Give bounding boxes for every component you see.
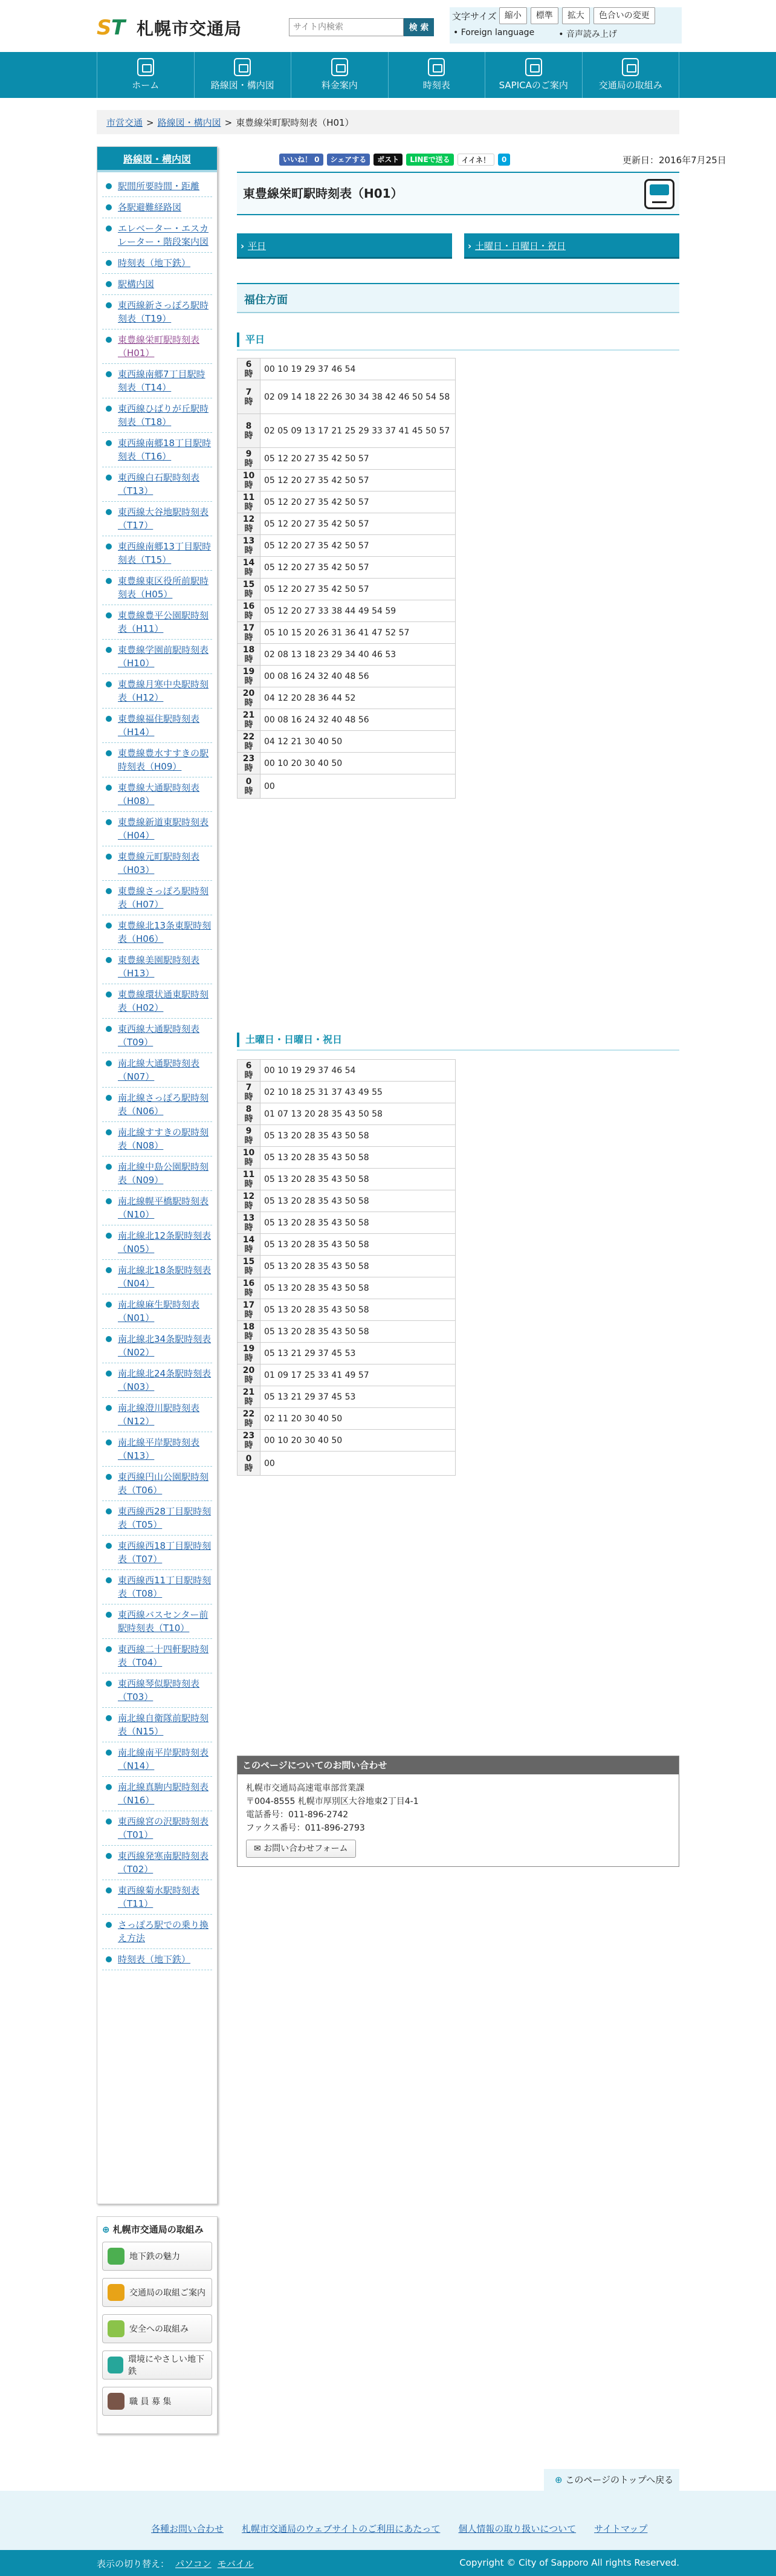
global-nav [0,52,776,98]
timetable-row [238,1408,456,1430]
minutes-cell: 05 13 20 28 35 43 50 58 [260,1169,456,1190]
minutes-cell: 05 13 20 28 35 43 50 58 [260,1190,456,1212]
timetable-row [238,1430,456,1452]
copyright: Copyright © City of Sapporo All rights Reserved. [459,2557,679,2568]
sidebar-item[interactable]: さっぽろ駅での乗り換え方法 [102,1915,212,1949]
hour-cell: 12 時 [238,1190,260,1212]
minutes-cell: 05 13 20 28 35 43 50 58 [260,1147,456,1169]
sidebar-item[interactable]: 東西線大通駅時刻表（T09） [102,1019,212,1053]
hour-cell: 9 時 [238,1125,260,1147]
sidebar-item[interactable]: 時刻表（地下鉄） [102,1949,212,1970]
minutes-cell: 05 13 20 28 35 43 50 58 [260,1212,456,1234]
nav-initiatives[interactable]: 交通局の取組み [582,52,680,98]
banner-initiatives[interactable]: 交通局の取組ご案内 [102,2278,212,2307]
timetable-row [238,644,456,666]
hour-cell: 8 時 [238,414,260,448]
timetable-row [238,753,456,774]
mobile-view-link[interactable]: モバイル [217,2558,254,2569]
facebook-share-button[interactable]: シェアする [327,154,370,166]
timetable-row [238,448,456,470]
minutes-cell: 01 09 17 25 33 41 49 57 [260,1364,456,1386]
subway-train-icon [644,179,674,209]
timetable-row [238,1060,456,1082]
hour-cell: 7 時 [238,1082,260,1103]
sidebar-initiatives-title: ⊕ 札幌市交通局の取組み [102,2223,212,2236]
sidebar-item[interactable]: 南北線すすきの駅時刻表（N08） [102,1122,212,1157]
timetable-row [238,513,456,535]
logo-icon [108,2284,124,2301]
hour-cell: 0 時 [238,1452,260,1476]
minutes-cell: 02 05 09 13 17 21 25 29 33 37 41 45 50 57 [260,414,456,448]
minutes-cell: 05 10 15 20 26 31 36 41 47 52 57 [260,622,456,644]
train-icon [234,58,251,76]
banner-recruit[interactable]: 職 員 募 集 [102,2387,212,2416]
minutes-cell: 00 10 19 29 37 46 54 [260,1060,456,1082]
sidebar-title[interactable]: 路線図・構内図 [97,147,217,172]
facebook-like-button[interactable]: いいね！ 0 [279,154,323,166]
hour-cell: 18 時 [238,1321,260,1343]
minutes-cell: 05 12 20 27 35 42 50 57 [260,448,456,470]
sidebar-item[interactable]: 南北線北34条駅時刻表（N02） [102,1329,212,1363]
minutes-cell: 01 07 13 20 28 35 43 50 58 [260,1103,456,1125]
sidebar-item[interactable]: 東西線宮の沢駅時刻表（T01） [102,1811,212,1846]
minutes-cell: 05 12 20 27 35 42 50 57 [260,579,456,600]
minutes-cell: 05 13 20 28 35 43 50 58 [260,1234,456,1256]
safety-icon [108,2320,124,2337]
hour-cell: 21 時 [238,709,260,731]
hour-cell: 10 時 [238,470,260,492]
hour-cell: 15 時 [238,1256,260,1277]
hour-cell: 21 時 [238,1386,260,1408]
sidebar-item[interactable]: 東豊線さっぽろ駅時刻表（H07） [102,881,212,915]
hour-cell: 12 時 [238,513,260,535]
sidebar [97,146,218,2204]
timetable-row [238,1125,456,1147]
sidebar-item[interactable]: 南北線真駒内駅時刻表（N16） [102,1777,212,1811]
sidebar-item[interactable]: 東豊線北13条東駅時刻表（H06） [102,915,212,950]
hour-cell: 19 時 [238,1343,260,1364]
hour-cell: 14 時 [238,557,260,579]
timetable-row [238,666,456,687]
clock-icon [428,58,445,76]
color-change-button[interactable]: 色合いの変更 [593,7,655,24]
mixi-check-button[interactable]: イイネ！ [458,154,494,166]
hour-cell: 18 時 [238,644,260,666]
sidebar-item[interactable]: 南北線北12条駅時刻表（N05） [102,1225,212,1260]
timetable-row [238,579,456,600]
sidebar-initiatives [97,2216,218,2434]
minutes-cell: 05 13 20 28 35 43 50 58 [260,1299,456,1321]
timetable-row [238,1299,456,1321]
sidebar-item[interactable]: 東西線二十四軒駅時刻表（T04） [102,1639,212,1673]
minutes-cell: 00 [260,774,456,799]
updated-date: 更新日：2016年7月25日 [622,155,726,166]
hour-cell: 17 時 [238,622,260,644]
timetable-row [238,1277,456,1299]
holiday-timetable [237,1059,456,1476]
page-title-box [237,172,679,215]
direction-heading-box [237,283,679,313]
sidebar-item[interactable]: 東豊線元町駅時刻表（H03） [102,846,212,881]
hour-cell: 7 時 [238,380,260,414]
nav-fares[interactable]: 料金案内 [291,52,388,98]
footer-link-inquiry[interactable]: 各種お問い合わせ [151,2523,224,2534]
ticket-icon [331,58,348,76]
sidebar-item[interactable]: 東西線ひばりが丘駅時刻表（T18） [102,398,212,433]
timetable-row [238,731,456,753]
minutes-cell: 00 08 16 24 32 40 48 56 [260,666,456,687]
breadcrumb-parent[interactable]: 路線図・構内図 [157,117,221,128]
sidebar-item[interactable]: 東西線西18丁目駅時刻表（T07） [102,1536,212,1570]
font-standard-button[interactable]: 標準 [531,7,558,24]
foreign-language-link[interactable]: • Foreign language [453,28,535,37]
minutes-cell: 02 09 14 18 22 26 30 34 38 42 46 50 54 58 [260,380,456,414]
hour-cell: 19 時 [238,666,260,687]
sidebar-item[interactable]: 東豊線豊水すすきの駅時刻表（H09） [102,743,212,777]
hour-cell: 20 時 [238,1364,260,1386]
hour-cell: 15 時 [238,579,260,600]
timetable-row [238,774,456,799]
site-search [289,18,434,36]
hour-cell: 13 時 [238,1212,260,1234]
footer-link-site-policy[interactable]: 札幌市交通局のウェブサイトのご利用にあたって [242,2523,441,2534]
timetable-row [238,1190,456,1212]
minutes-cell: 05 12 20 27 35 42 50 57 [260,470,456,492]
timetable-row [238,687,456,709]
nav-sapica[interactable]: SAPICAのご案内 [485,52,582,98]
timetable-row [238,1082,456,1103]
nav-home[interactable]: ホーム [97,52,194,98]
contact-title: このページについてのお問い合わせ [238,1756,679,1774]
minutes-cell: 05 13 20 28 35 43 50 58 [260,1256,456,1277]
sidebar-item[interactable]: 南北線幌平橋駅時刻表（N10） [102,1191,212,1225]
sidebar-item[interactable]: 東豊線東区役所前駅時刻表（H05） [102,571,212,605]
sidebar-item[interactable]: 東西線琴似駅時刻表（T03） [102,1673,212,1708]
mail-icon: ✉ [254,1844,264,1854]
hour-cell: 6 時 [238,358,260,380]
sidebar-item[interactable]: 東西線南郷13丁目駅時刻表（T15） [102,536,212,571]
sidebar-item[interactable]: 各駅避難経路図 [102,197,212,218]
card-icon [525,58,542,76]
font-size-label: 文字サイズ [452,10,497,22]
hour-cell: 10 時 [238,1147,260,1169]
sidebar-item[interactable]: 東西線菊水駅時刻表（T11） [102,1880,212,1915]
contact-fax: ファクス番号：011-896-2793 [246,1823,365,1833]
timetable-row [238,1364,456,1386]
sidebar-item[interactable]: 東豊線美園駅時刻表（H13） [102,950,212,984]
back-to-top-link[interactable]: ⊕ このページのトップへ戻る [544,2469,679,2491]
timetable-row [238,1234,456,1256]
sidebar-item[interactable]: 南北線北18条駅時刻表（N04） [102,1260,212,1294]
timetable-row [238,557,456,579]
timetable-row [238,1386,456,1408]
sidebar-item[interactable]: 東豊線福住駅時刻表（H14） [102,709,212,743]
hour-cell: 0 時 [238,774,260,799]
hour-cell: 13 時 [238,535,260,557]
minutes-cell: 05 13 21 29 37 45 53 [260,1386,456,1408]
read-aloud-link[interactable]: • 音声読み上げ [558,30,617,39]
timetable-row [238,622,456,644]
hour-cell: 22 時 [238,1408,260,1430]
minutes-cell: 02 08 13 18 23 29 34 40 46 53 [260,644,456,666]
hour-cell: 23 時 [238,753,260,774]
subway-icon [108,2248,124,2265]
sidebar-item[interactable]: 南北線さっぽろ駅時刻表（N06） [102,1088,212,1122]
recruit-icon [108,2393,124,2410]
share-buttons [279,154,514,166]
hour-cell: 17 時 [238,1299,260,1321]
footer-bottom [0,2550,776,2576]
timetable-row [238,492,456,513]
minutes-cell: 05 13 20 28 35 43 50 58 [260,1125,456,1147]
sidebar-item[interactable]: 東豊線栄町駅時刻表（H01） [102,329,212,364]
sidebar-item[interactable]: 東豊線新道東駅時刻表（H04） [102,812,212,846]
minutes-cell: 00 10 20 30 40 50 [260,753,456,774]
timetable-row [238,1147,456,1169]
contact-org: 札幌市交通局高速電車部営業課 [246,1783,364,1793]
timetable-row [238,600,456,622]
sidebar-item[interactable]: 東西線南郷18丁目駅時刻表（T16） [102,433,212,467]
sidebar-item[interactable]: 南北線北24条駅時刻表（N03） [102,1363,212,1398]
sidebar-item[interactable]: エレベーター・エスカレーター・階段案内図 [102,218,212,253]
contact-box [237,1756,679,1867]
line-send-button[interactable]: LINEで送る [406,154,453,166]
timetable-row [238,1343,456,1364]
hour-cell: 9 時 [238,448,260,470]
sidebar-item[interactable]: 南北線大通駅時刻表（N07） [102,1053,212,1088]
footer-link-privacy[interactable]: 個人情報の取り扱いについて [458,2523,577,2534]
minutes-cell: 04 12 20 28 36 44 52 [260,687,456,709]
tab-holiday[interactable]: › 土曜日・日曜日・祝日 [464,233,679,259]
timetable-row [238,709,456,731]
logo-text: 札幌市交通局 [137,19,242,39]
font-large-button[interactable]: 拡大 [562,7,590,24]
sidebar-item[interactable]: 東西線白石駅時刻表（T13） [102,467,212,502]
minutes-cell: 05 12 20 27 35 42 50 57 [260,535,456,557]
nav-timetable[interactable]: 時刻表 [388,52,485,98]
timetable-row [238,358,456,380]
minutes-cell: 05 12 20 27 35 42 50 57 [260,557,456,579]
contact-address: 〒004-8555 札幌市厚別区大谷地東2丁目4-1 [246,1797,419,1806]
minutes-cell: 00 10 20 30 40 50 [260,1430,456,1452]
sidebar-item[interactable]: 東西線西28丁目駅時刻表（T05） [102,1501,212,1536]
banner-subway-appeal[interactable]: 地下鉄の魅力 [102,2242,212,2271]
minutes-cell: 05 12 20 27 35 42 50 57 [260,492,456,513]
sidebar-item[interactable]: 東西線西11丁目駅時刻表（T08） [102,1570,212,1604]
timetable-row [238,380,456,414]
hour-cell: 11 時 [238,1169,260,1190]
timetable-row [238,414,456,448]
minutes-cell: 02 10 18 25 31 37 43 49 55 [260,1082,456,1103]
site-header [0,0,776,52]
hour-cell: 6 時 [238,1060,260,1082]
breadcrumb: 市営交通 > 路線図・構内図 > 東豊線栄町駅時刻表（H01） [97,110,679,134]
logo-mark-icon: S T [97,16,126,40]
sidebar-item[interactable]: 東豊線学園前駅時刻表（H10） [102,640,212,674]
eco-icon [108,2357,123,2373]
sidebar-item[interactable]: 南北線平岸駅時刻表（N13） [102,1432,212,1467]
minutes-cell: 05 12 20 27 33 38 44 49 54 59 [260,600,456,622]
home-icon [137,58,154,76]
hour-cell: 16 時 [238,1277,260,1299]
sidebar-item[interactable]: 南北線澄川駅時刻表（N12） [102,1398,212,1432]
minutes-cell: 05 12 20 27 35 42 50 57 [260,513,456,535]
minutes-cell: 02 11 20 30 40 50 [260,1408,456,1430]
sidebar-item[interactable]: 東西線新さっぽろ駅時刻表（T19） [102,295,212,329]
site-logo[interactable] [97,16,242,40]
weekday-timetable [237,358,456,799]
sidebar-item[interactable]: 東豊線大通駅時刻表（H08） [102,777,212,812]
sidebar-item[interactable]: 駅構内図 [102,274,212,295]
hour-cell: 11 時 [238,492,260,513]
search-button[interactable]: 検 索 [404,18,434,36]
minutes-cell: 05 13 21 29 37 45 53 [260,1343,456,1364]
sidebar-item[interactable]: 時刻表（地下鉄） [102,253,212,274]
contact-form-button[interactable]: ✉ お問い合わせフォーム [246,1840,356,1858]
sidebar-item[interactable]: 南北線中島公園駅時刻表（N09） [102,1157,212,1191]
hour-cell: 14 時 [238,1234,260,1256]
sidebar-item[interactable]: 東西線円山公園駅時刻表（T06） [102,1467,212,1501]
sidebar-item[interactable]: 南北線南平岸駅時刻表（N14） [102,1742,212,1777]
timetable-row [238,1452,456,1476]
minutes-cell: 00 08 16 24 32 40 48 56 [260,709,456,731]
display-switch: 表示の切り替え： パソコン モバイル [97,2558,254,2569]
nav-route-map[interactable]: 路線図・構内図 [194,52,291,98]
sidebar-item[interactable]: 東豊線環状通東駅時刻表（H02） [102,984,212,1019]
timetable-row [238,1321,456,1343]
hour-cell: 20 時 [238,687,260,709]
sidebar-item[interactable]: 東西線バスセンター前駅時刻表（T10） [102,1604,212,1639]
sidebar-item[interactable]: 東西線発寒南駅時刻表（T02） [102,1846,212,1880]
banner-eco[interactable]: 環境にやさしい地下鉄 [102,2351,212,2380]
minutes-cell: 00 10 19 29 37 46 54 [260,358,456,380]
sidebar-item[interactable]: 駅間所要時間・距離 [102,176,212,197]
timetable-row [238,1212,456,1234]
breadcrumb-home[interactable]: 市営交通 [106,117,143,128]
weekday-subheading: 平日 [237,333,679,351]
sidebar-item[interactable]: 東西線大谷地駅時刻表（T17） [102,502,212,536]
search-input[interactable] [289,18,404,36]
building-icon [622,58,639,76]
breadcrumb-current: 東豊線栄町駅時刻表（H01） [236,117,354,128]
banner-safety[interactable]: 安全への取組み [102,2314,212,2343]
timetable-row [238,535,456,557]
sidebar-item[interactable]: 南北線麻生駅時刻表（N01） [102,1294,212,1329]
page-title: 東豊線栄町駅時刻表（H01） [243,186,403,201]
minutes-cell: 05 13 20 28 35 43 50 58 [260,1277,456,1299]
minutes-cell: 05 13 20 28 35 43 50 58 [260,1321,456,1343]
sidebar-item[interactable]: 東豊線月寒中央駅時刻表（H12） [102,674,212,709]
footer-link-sitemap[interactable]: サイトマップ [594,2523,648,2534]
tab-weekday[interactable]: › 平日 [237,233,452,259]
font-small-button[interactable]: 縮小 [499,7,527,24]
timetable-row [238,1103,456,1125]
minutes-cell: 04 12 21 30 40 50 [260,731,456,753]
hatena-bookmark-button[interactable]: 0 [498,154,510,166]
timetable-row [238,1169,456,1190]
timetable-row [238,1256,456,1277]
accessibility-tools [450,7,682,44]
direction-heading: 福住方面 [244,294,288,307]
hour-cell: 16 時 [238,600,260,622]
sidebar-item[interactable]: 東西線南郷7丁目駅時刻表（T14） [102,364,212,398]
contact-tel: 電話番号：011-896-2742 [246,1810,349,1820]
timetable-row [238,470,456,492]
holiday-subheading: 土曜日・日曜日・祝日 [237,1033,679,1051]
footer-links-bar [0,2491,776,2550]
sidebar-item[interactable]: 南北線自衛隊前駅時刻表（N15） [102,1708,212,1742]
hour-cell: 23 時 [238,1430,260,1452]
x-post-button[interactable]: ポスト [373,154,403,166]
minutes-cell: 00 [260,1452,456,1476]
sidebar-list [97,172,217,1970]
hour-cell: 22 時 [238,731,260,753]
sidebar-item[interactable]: 東豊線豊平公園駅時刻表（H11） [102,605,212,640]
hour-cell: 8 時 [238,1103,260,1125]
pc-view-link[interactable]: パソコン [175,2558,212,2569]
